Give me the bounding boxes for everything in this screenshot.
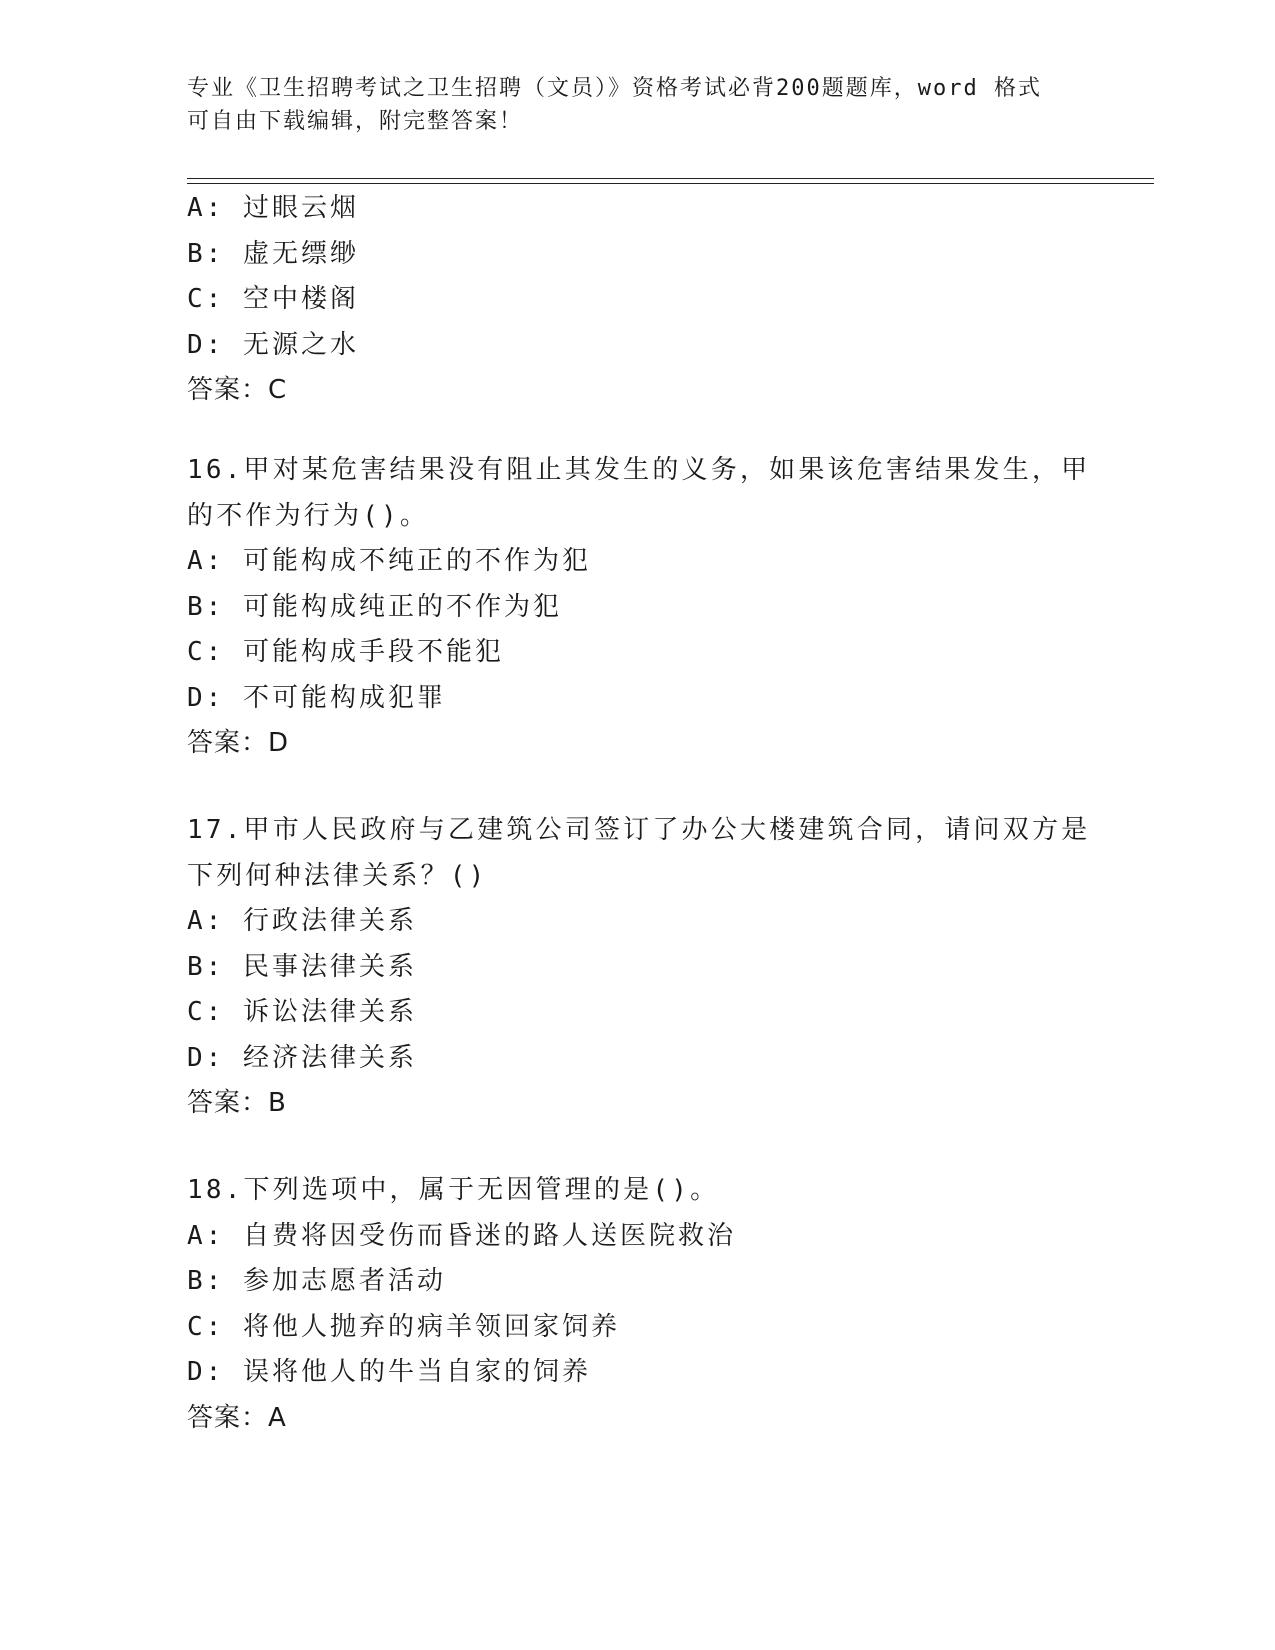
answer: 答案：C (187, 375, 288, 405)
question-17 (187, 808, 1091, 1127)
question-text-line-1: 17.甲市人民政府与乙建筑公司签订了办公大楼建筑合同，请问双方是 (187, 815, 1091, 845)
header-divider-top (187, 178, 1154, 179)
option-c: C: 空中楼阁 (187, 284, 359, 314)
option-b: B: 参加志愿者活动 (187, 1266, 446, 1296)
question-text-line-1: 18.下列选项中，属于无因管理的是()。 (187, 1175, 720, 1205)
question-18 (187, 1168, 1087, 1441)
header-line-2: 可自由下载编辑，附完整答案！ (187, 109, 524, 134)
answer: 答案：B (187, 1088, 287, 1118)
option-b: B: 民事法律关系 (187, 951, 417, 982)
answer: 答案：A (187, 1402, 287, 1433)
option-a: A: 自费将因受伤而昏迷的路人送医院救治 (187, 1220, 736, 1251)
option-c: C: 诉讼法律关系 (187, 997, 417, 1027)
question-15 (187, 186, 1087, 414)
option-a: A: 过眼云烟 (187, 193, 359, 223)
option-d: D: 经济法律关系 (187, 1042, 417, 1073)
option-a: A: 行政法律关系 (187, 906, 417, 936)
option-c: C: 将他人抛弃的病羊领回家饲养 (187, 1311, 620, 1342)
option-b: B: 虚无缥缈 (187, 238, 359, 269)
question-text-line-2: 的不作为行为()。 (187, 500, 430, 531)
option-d: D: 无源之水 (187, 329, 359, 360)
option-b: B: 可能构成纯正的不作为犯 (187, 591, 562, 622)
question-text-line-2: 下列何种法律关系？() (187, 860, 488, 891)
option-c: C: 可能构成手段不能犯 (187, 637, 504, 667)
option-d: D: 不可能构成犯罪 (187, 682, 446, 713)
header-line-1: 专业《卫生招聘考试之卫生招聘（文员）》资格考试必背200题题库，word 格式 (187, 76, 1042, 101)
question-text-line-1: 16.甲对某危害结果没有阻止其发生的义务，如果该危害结果发生，甲 (187, 455, 1091, 485)
option-a: A: 可能构成不纯正的不作为犯 (187, 546, 591, 576)
document-header (187, 72, 1067, 138)
option-d: D: 误将他人的牛当自家的饲养 (187, 1357, 591, 1387)
question-16 (187, 448, 1091, 767)
answer: 答案：D (187, 728, 290, 758)
header-divider-bottom (187, 183, 1154, 184)
